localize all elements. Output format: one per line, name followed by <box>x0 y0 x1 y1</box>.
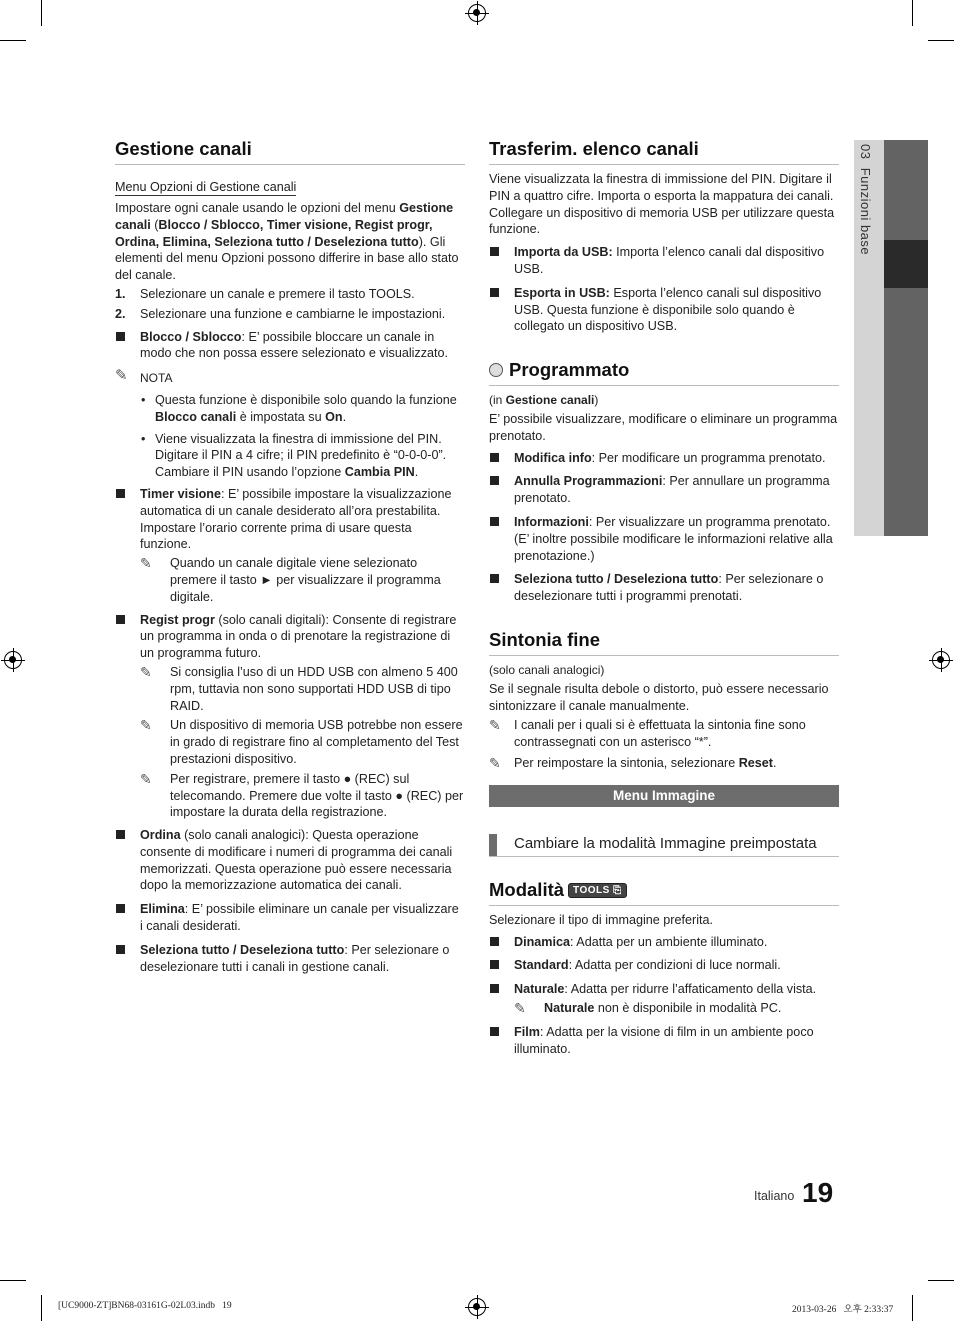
bullet-item: Informazioni: Per visualizzare un programma prenotato. (E’ inoltre possibile modificare le informazioni relative alla prenotazione.) <box>489 514 839 564</box>
bullet-icon <box>490 476 499 485</box>
note-item: • Viene visualizzata la finestra di immissione del PIN. Digitare il PIN a 4 cifre; il PIN predefinito è “0-0-0-0”. Cambiare il PIN usando l’opzione Cambia PIN. <box>141 431 447 480</box>
heading-bar <box>489 834 497 856</box>
section-title: Modalità TOOLS ⎘ <box>489 879 839 906</box>
side-tab-dark <box>884 140 928 536</box>
print-date-info: 2013-03-26 오후 2:33:37 <box>792 1305 894 1315</box>
bullet-item: Standard: Adatta per condizioni di luce normali. <box>489 957 839 974</box>
bullet-item: Ordina (solo canali analogici): Questa operazione consente di modificare i numeri di programma dei canali memorizzati. Questa operazione può essere necessaria dopo la memorizzazione automatica dei canali. <box>115 827 465 894</box>
bullet-item: Elimina: E’ possibile eliminare un canale per visualizzare i canali desiderati. <box>115 901 465 935</box>
pencil-icon: ✎ <box>489 754 501 771</box>
note-item: ✎ Per registrare, premere il tasto ● (REC) sul telecomando. Premere due volte il tasto ● (REC) per impostare la durata della registrazione. <box>140 770 464 820</box>
step-item: 1. Selezionare un canale e premere il tasto TOOLS. <box>115 286 415 301</box>
paragraph: Selezionare il tipo di immagine preferita. <box>489 912 714 927</box>
bullet-icon <box>116 615 125 624</box>
bullet-item: Naturale: Adatta per ridurre l’affaticamento della vista. <box>489 981 839 998</box>
bullet-icon <box>116 489 125 498</box>
bullet-icon <box>490 288 499 297</box>
pencil-icon: ✎ <box>489 717 501 734</box>
bullet-icon <box>490 1027 499 1036</box>
pencil-icon: ✎ <box>115 367 128 385</box>
section-title: Gestione canali <box>115 138 465 165</box>
pencil-icon: ✎ <box>140 555 152 572</box>
paragraph: Se il segnale risulta debole o distorto, può essere necessario sintonizzare il canale manualmente. <box>489 681 829 713</box>
bullet-icon <box>490 247 499 256</box>
bullet-icon <box>490 574 499 583</box>
page-number: 19 <box>802 1177 834 1208</box>
paragraph: (solo canali analogici) <box>489 662 605 677</box>
note-item: • Questa funzione è disponibile solo quando la funzione Blocco canali è impostata su On. <box>141 392 457 424</box>
crop-mark <box>912 1295 913 1321</box>
pencil-icon: ✎ <box>140 663 152 680</box>
section-title: Programmato <box>489 359 839 386</box>
bullet-item: Dinamica: Adatta per un ambiente illuminato. <box>489 934 839 951</box>
side-tab-marker <box>884 240 928 288</box>
subsection-heading: Cambiare la modalità Immagine preimpostata <box>489 834 839 857</box>
bullet-item: Regist progr (solo canali digitali): Consente di registrare un programma in onda o di prenotare la registrazione di un programma futuro. <box>115 612 465 662</box>
crop-mark <box>928 40 954 41</box>
note-heading: ✎ NOTA <box>115 367 173 386</box>
bullet-item: Blocco / Sblocco: E’ possibile bloccare un canale in modo che non possa essere selezionato e visualizzato. <box>115 329 465 363</box>
intro-paragraph: Impostare ogni canale usando le opzioni del menu Gestione canali (Blocco / Sblocco, Timer visione, Regist progr, Ordina, Elimina, Seleziona tutto / Deseleziona tutto). Gli elementi del menu Opzioni possono differire in base allo stato del canale. <box>115 201 459 283</box>
note-item: ✎ Un dispositivo di memoria USB potrebbe non essere in grado di registrare fino al completamento del Test prestazioni dispositivo. <box>140 717 463 766</box>
crop-mark <box>41 1295 42 1321</box>
chapter-number: 03 <box>858 144 873 160</box>
bullet-item: Seleziona tutto / Deseleziona tutto: Per selezionare o deselezionare tutti i programmi prenotati. <box>489 571 839 605</box>
crop-mark <box>912 0 913 26</box>
note-item: ✎ Naturale non è disponibile in modalità PC. <box>514 999 782 1016</box>
menu-banner: Menu Immagine <box>489 785 839 807</box>
paragraph: E’ possibile visualizzare, modificare o eliminare un programma prenotato. <box>489 411 838 443</box>
side-tab-label <box>858 144 873 255</box>
pencil-icon: ✎ <box>140 717 152 734</box>
bullet-item: Annulla Programmazioni: Per annullare un programma prenotato. <box>489 473 839 507</box>
note-item: ✎ I canali per i quali si è effettuata la sintonia fine sono contrassegnati con un asterisco “*”. <box>489 717 806 750</box>
note-item: ✎ Per reimpostare la sintonia, selezionare Reset. <box>489 754 777 771</box>
section-title: Trasferim. elenco canali <box>489 138 839 165</box>
bullet-icon <box>116 332 125 341</box>
bullet-icon <box>490 960 499 969</box>
bullet-icon <box>490 984 499 993</box>
crop-mark <box>0 1280 26 1281</box>
registration-mark-icon <box>4 651 22 669</box>
paragraph: (in Gestione canali) <box>489 393 599 408</box>
registration-mark-icon <box>468 1298 486 1316</box>
step-item: 2. Selezionare una funzione e cambiarne le impostazioni. <box>115 306 446 321</box>
section-title: Sintonia fine <box>489 629 839 656</box>
note-item: ✎ Si consiglia l’uso di un HDD USB con almeno 5 400 rpm, tuttavia non sono supportati HDD USB di tipo RAID. <box>140 663 458 713</box>
bullet-item: Film: Adatta per la visione di film in un ambiente poco illuminato. <box>489 1024 839 1058</box>
crop-mark <box>928 1280 954 1281</box>
right-column <box>489 138 839 1057</box>
bullet-icon <box>116 830 125 839</box>
crop-mark <box>41 0 42 26</box>
bullet-icon <box>490 453 499 462</box>
bullet-icon <box>490 517 499 526</box>
note-item: ✎ Quando un canale digitale viene selezionato premere il tasto ► per visualizzare il programma digitale. <box>140 555 441 604</box>
print-file-info: [UC9000-ZT]BN68-03161G-02L03.indb 19 <box>58 1301 232 1311</box>
crop-mark <box>0 40 26 41</box>
paragraph: Viene visualizzata la finestra di immissione del PIN. Digitare il PIN a quattro cifre. Importa o esporta la mappatura dei canali. Collegare un dispositivo di memoria USB per utilizzare questa funzione. <box>489 172 835 237</box>
bullet-icon <box>116 904 125 913</box>
chapter-title: Funzioni base <box>858 167 873 256</box>
registration-mark-icon <box>468 4 486 22</box>
bullet-item: Importa da USB: Importa l’elenco canali dal dispositivo USB. <box>489 244 839 278</box>
registration-mark-icon <box>932 651 950 669</box>
pencil-icon: ✎ <box>140 770 152 787</box>
menu-heading: Menu Opzioni di Gestione canali <box>115 180 297 194</box>
bullet-item: Seleziona tutto / Deseleziona tutto: Per selezionare o deselezionare tutti i canali in gestione canali. <box>115 942 465 976</box>
pencil-icon: ✎ <box>514 999 526 1016</box>
bullet-icon <box>490 937 499 946</box>
bullet-item: Modifica info: Per modificare un programma prenotato. <box>489 450 839 467</box>
clock-icon <box>489 363 503 377</box>
left-column <box>115 138 465 975</box>
tools-icon: TOOLS ⎘ <box>568 883 627 898</box>
footer-language: Italiano <box>754 1189 795 1203</box>
bullet-icon <box>116 945 125 954</box>
bullet-item: Timer visione: E’ possibile impostare la visualizzazione automatica di un canale desiderato all’ora prestabilita. Impostare l’orario corrente prima di usare questa funzione. <box>115 486 465 553</box>
bullet-item: Esporta in USB: Esporta l’elenco canali sul dispositivo USB. Questa funzione è disponibile solo quando è collegato un dispositivo USB. <box>489 285 839 335</box>
